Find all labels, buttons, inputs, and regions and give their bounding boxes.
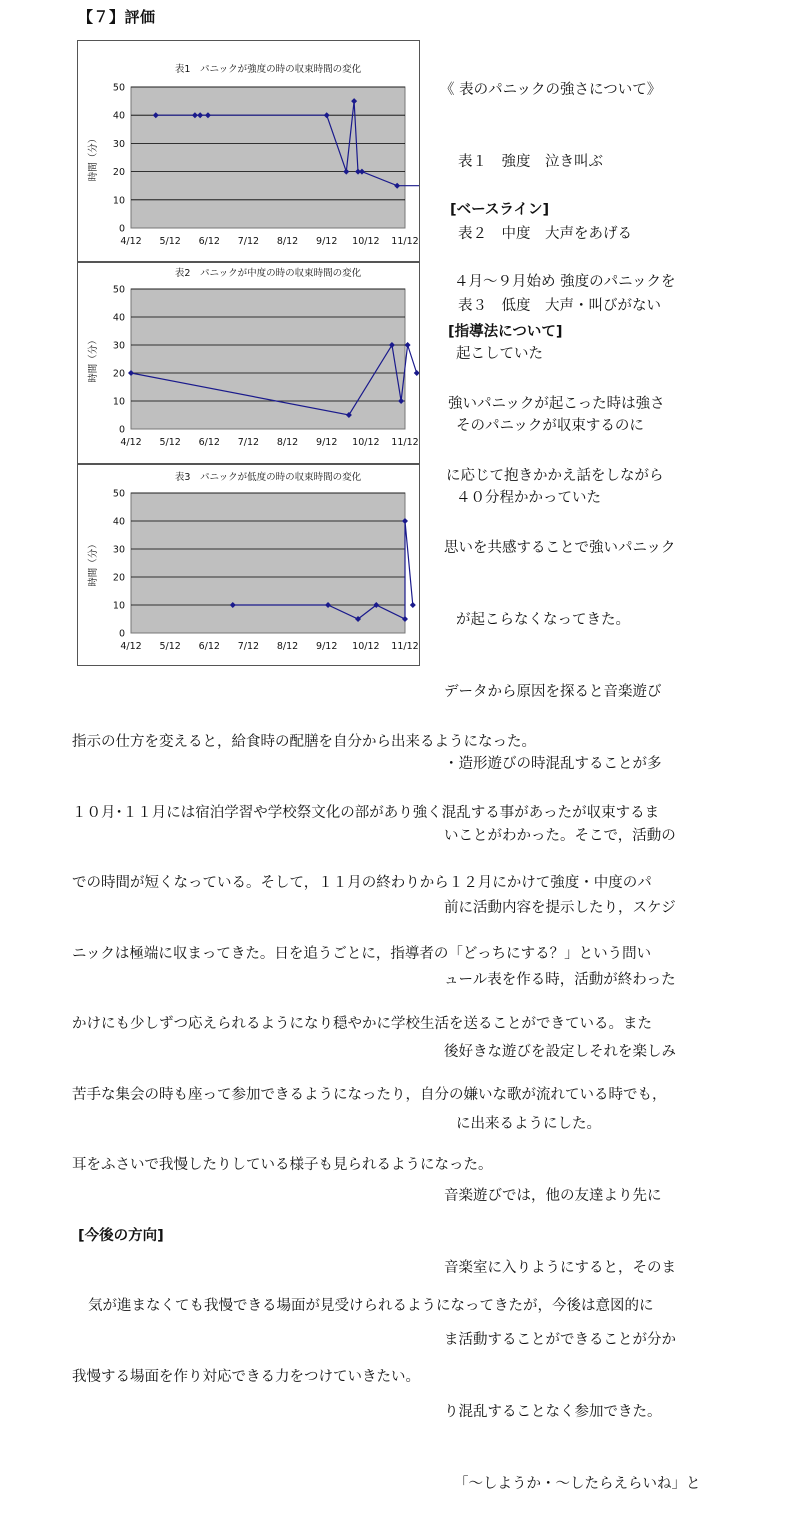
guidance-line: り混乱することなく参加できた。 (444, 1404, 662, 1420)
x-tick-label: 6/12 (198, 236, 220, 247)
guidance-line: 前に活動内容を提示したり，スケジ (444, 900, 676, 916)
guidance-line: データから原因を探ると音楽遊び (444, 684, 662, 700)
x-tick-label: 7/12 (237, 641, 260, 652)
x-tick-label: 11/12 (391, 236, 419, 247)
chart-2-panel (77, 262, 420, 464)
x-tick-label: 6/12 (198, 641, 220, 652)
guidance-title: [指導法について] (448, 324, 563, 340)
guidance-line: 思いを共感することで強いパニック (444, 540, 676, 556)
plot-area (131, 87, 405, 228)
guidance-line: 後好きな遊びを設定しそれを楽しみ (444, 1044, 676, 1060)
y-tick-label: 20 (112, 167, 125, 179)
y-tick-label: 0 (118, 223, 125, 235)
baseline-line: ４０分程かかっていた (456, 490, 601, 506)
guidance-line: 音楽遊びでは，他の友達より先に (444, 1188, 662, 1204)
legend-row: 表３ 低度 大声・叫びがない (458, 298, 661, 314)
future-line: 我慢する場面を作り対応できる力をつけていきたい。 (72, 1368, 420, 1385)
y-tick-label: 30 (112, 340, 125, 352)
guidance-line: ・造形遊びの時混乱することが多 (444, 756, 662, 772)
chart-3-low-panic (78, 465, 419, 665)
future-line: 気が進まなくても我慢できる場面が見受けられるようになってきたが，今後は意図的に (88, 1298, 654, 1314)
guidance-line: 「～しようか・～したらえらいね」と (454, 1476, 701, 1492)
data-point (405, 342, 411, 348)
guidance-line: が起こらなくなってきた。 (456, 612, 630, 628)
guidance-line: 音楽室に入りようにすると，そのま (444, 1260, 676, 1276)
x-tick-label: 4/12 (120, 641, 142, 652)
y-tick-label: 40 (112, 312, 125, 324)
body-line: での時間が短くなっている。そして，１１月の終わりから１２月にかけて強度・中度のパ (72, 875, 652, 891)
y-axis-label: 時間（分） (88, 335, 99, 383)
plot-area (131, 493, 405, 633)
y-axis-label: 時間（分） (88, 539, 99, 587)
legend-title: 《 表のパニックの強さについて》 (440, 82, 662, 98)
future-title: [今後の方向] (78, 1227, 164, 1244)
x-tick-label: 5/12 (159, 641, 181, 652)
guidance-line: いことがわかった。そこで，活動の (444, 828, 676, 844)
x-tick-label: 8/12 (276, 236, 299, 247)
x-tick-label: 9/12 (316, 437, 338, 448)
guidance-line: に出来るようにした。 (456, 1116, 601, 1132)
data-point (414, 370, 419, 376)
baseline-line: 起こしていた (456, 346, 543, 362)
body-line: １０月･１１月には宿泊学習や学校祭文化の部があり強く混乱する事があったが収束するま (72, 804, 660, 821)
guidance-line: ま活動することができることが分か (444, 1332, 676, 1348)
body-line: 指示の仕方を変えると，給食時の配膳を自分から出来るようになった。 (72, 734, 536, 750)
x-tick-label: 8/12 (276, 641, 299, 652)
x-tick-label: 7/12 (237, 236, 260, 247)
chart-1-panel (77, 40, 420, 262)
x-tick-label: 10/12 (352, 236, 380, 247)
x-tick-label: 5/12 (159, 437, 181, 448)
x-tick-label: 9/12 (316, 641, 338, 652)
y-tick-label: 40 (112, 516, 125, 528)
chart-title: 表3 パニックが低度の時の収束時間の変化 (174, 472, 362, 483)
body-line: 苦手な集会の時も座って参加できるようになったり，自分の嫌いな歌が流れている時でも， (72, 1086, 667, 1103)
x-tick-label: 9/12 (316, 236, 338, 247)
data-point (410, 602, 416, 608)
chart-1-strong-panic (78, 41, 419, 261)
plot-area (131, 289, 405, 429)
x-tick-label: 7/12 (237, 437, 260, 448)
x-tick-label: 8/12 (276, 437, 299, 448)
body-line: 耳をふさいで我慢したりしている様子も見られるようになった。 (72, 1157, 493, 1173)
chart-title: 表1 パニックが強度の時の収束時間の変化 (174, 64, 362, 75)
y-tick-label: 0 (118, 424, 125, 436)
x-tick-label: 10/12 (352, 641, 380, 652)
y-axis-label: 時間（分） (88, 133, 99, 182)
y-tick-label: 20 (112, 368, 125, 380)
y-tick-label: 40 (112, 110, 125, 122)
chart-title: 表2 パニックが中度の時の収束時間の変化 (174, 268, 362, 279)
chart-3-panel (77, 464, 420, 666)
y-tick-label: 20 (112, 572, 125, 584)
baseline-title: [ベースライン] (450, 202, 550, 218)
baseline-line: ４月～９月始め 強度のパニックを (454, 274, 676, 290)
body-line: ニックは極端に収まってきた。日を追うごとに，指導者の「どっちにする？」という問い (72, 945, 652, 962)
chart-2-medium-panic (78, 263, 419, 463)
y-tick-label: 10 (112, 600, 125, 612)
x-tick-label: 11/12 (391, 437, 419, 448)
y-tick-label: 10 (112, 195, 125, 207)
guidance-line: 強いパニックが起こった時は強さ (448, 396, 665, 412)
x-tick-label: 11/12 (391, 641, 419, 652)
legend-row: 表２ 中度 大声をあげる (458, 226, 632, 242)
x-tick-label: 5/12 (159, 236, 181, 247)
y-tick-label: 30 (112, 138, 125, 150)
evaluation-body (72, 684, 778, 1413)
x-tick-label: 4/12 (120, 236, 142, 247)
y-tick-label: 50 (112, 284, 125, 296)
guidance-line: に応じて抱きかかえ話をしながら (446, 468, 664, 484)
x-tick-label: 4/12 (120, 437, 142, 448)
x-tick-label: 6/12 (198, 437, 220, 448)
y-tick-label: 0 (118, 628, 125, 640)
x-tick-label: 10/12 (352, 437, 380, 448)
guidance-line: ュール表を作る時，活動が終わった (444, 972, 676, 988)
y-tick-label: 50 (112, 488, 125, 500)
legend-row: 表１ 強度 泣き叫ぶ (458, 154, 603, 170)
y-tick-label: 30 (112, 544, 125, 556)
y-tick-label: 10 (112, 396, 125, 408)
body-line: かけにも少しずつ応えられるようになり穏やかに学校生活を送ることができている。また (72, 1016, 652, 1032)
y-tick-label: 50 (112, 82, 125, 94)
section-heading: 【７】評価 (78, 8, 156, 26)
baseline-line: そのパニックが収束するのに (456, 418, 644, 434)
